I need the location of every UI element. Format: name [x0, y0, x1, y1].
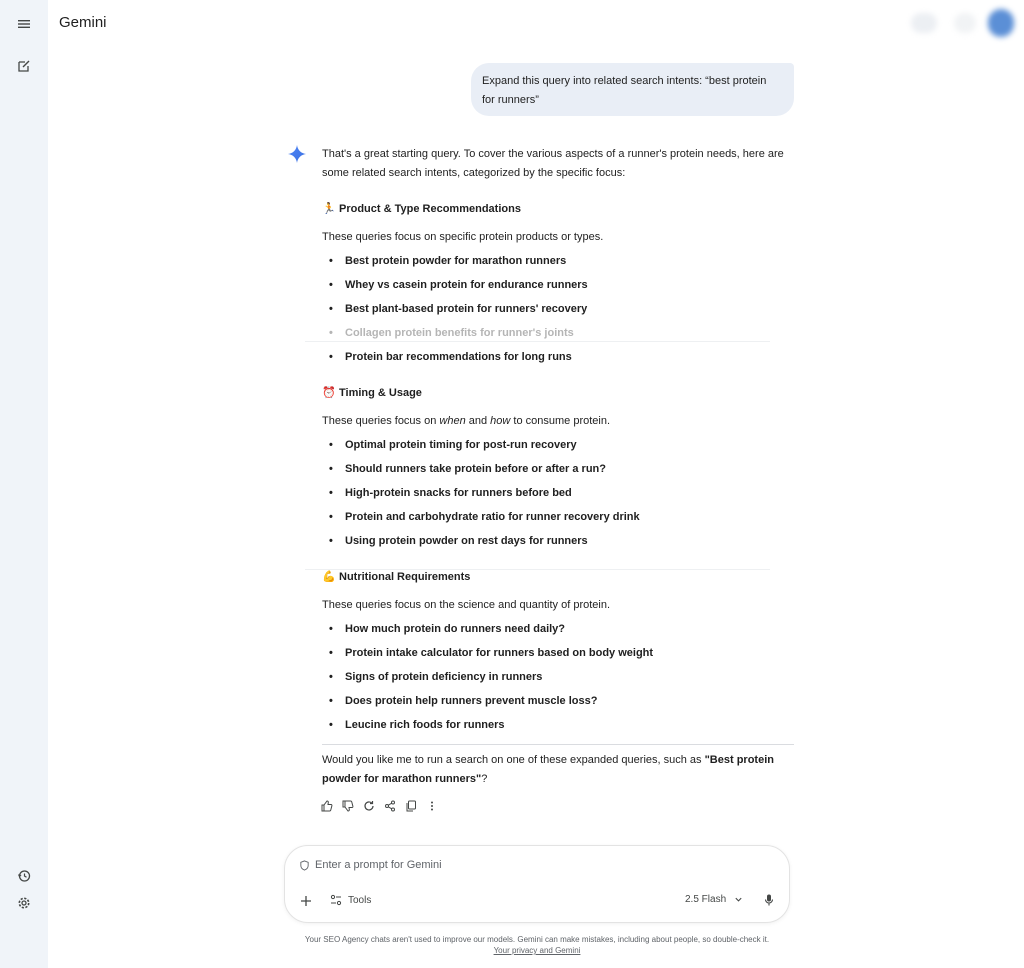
activity-history-icon[interactable]	[12, 864, 36, 888]
side-rail	[0, 0, 48, 968]
user-message-text: Expand this query into related search intents: “best protein for runners”	[482, 75, 767, 106]
add-attachment-button[interactable]	[299, 894, 313, 908]
prompt-box	[284, 845, 790, 923]
closing-question: Would you like me to run a search on one of these expanded queries, such as "Best protein powder for marathon runners"?	[322, 754, 774, 785]
section-description: These queries focus on the science and quantity of protein.	[322, 599, 611, 611]
list-item: • Protein intake calculator for runners based on body weight	[329, 647, 653, 659]
tools-icon	[330, 894, 342, 906]
list-item: • Should runners take protein before or after a run?	[329, 463, 606, 475]
alarm-clock-emoji-icon: ⏰	[322, 387, 336, 399]
list-item: • Optimal protein timing for post-run recovery	[329, 439, 577, 451]
section-description: These queries focus on when and how to consume protein.	[322, 415, 611, 427]
regenerate-icon[interactable]	[363, 800, 375, 812]
list-item: • Signs of protein deficiency in runners	[329, 671, 542, 683]
response-actions	[321, 800, 438, 812]
apps-icon[interactable]	[954, 13, 976, 33]
section-heading-nutrition	[322, 570, 470, 583]
plus-icon	[300, 895, 312, 907]
upgrade-button[interactable]	[911, 13, 937, 33]
footer-notice: Your SEO Agency chats aren't used to improve our models. Gemini can make mistakes, including about people, so double-check it.	[304, 935, 770, 944]
section-heading-timing	[322, 386, 422, 399]
privacy-link[interactable]: Your privacy and Gemini	[493, 946, 581, 955]
section-description: These queries focus on specific protein products or types.	[322, 231, 604, 243]
tools-label: Tools	[348, 894, 372, 906]
section-heading-text: Product & Type Recommendations	[339, 202, 521, 215]
list-item: • Leucine rich foods for runners	[329, 719, 505, 731]
prompt-placeholder: Enter a prompt for Gemini	[315, 859, 442, 871]
thumbs-down-icon[interactable]	[342, 800, 354, 812]
menu-icon[interactable]	[12, 12, 36, 36]
app-title[interactable]: Gemini	[59, 14, 107, 31]
list-item: • Whey vs casein protein for endurance runners	[329, 279, 588, 291]
list-item: • Collagen protein benefits for runner's joints	[329, 327, 574, 339]
list-item: • Best plant-based protein for runners' recovery	[329, 303, 587, 315]
more-options-icon[interactable]	[426, 800, 438, 812]
shield-icon	[299, 860, 310, 871]
list-item: • How much protein do runners need daily?	[329, 623, 565, 635]
gemini-sparkle-icon	[287, 144, 307, 164]
list-item: • Protein and carbohydrate ratio for runner recovery drink	[329, 511, 640, 523]
runner-emoji-icon: 🏃	[322, 203, 336, 215]
copy-icon[interactable]	[405, 800, 417, 812]
flexed-biceps-emoji-icon: 💪	[322, 571, 336, 583]
share-icon[interactable]	[384, 800, 396, 812]
new-chat-icon[interactable]	[12, 54, 36, 78]
footer-disclaimer	[284, 934, 790, 956]
chevron-down-icon	[734, 895, 743, 904]
thumbs-up-icon[interactable]	[321, 800, 333, 812]
section-heading-text: Nutritional Requirements	[339, 570, 471, 583]
response-intro	[322, 145, 794, 183]
section-heading-product	[322, 202, 521, 215]
avatar[interactable]	[988, 9, 1014, 37]
model-selector[interactable]	[685, 894, 743, 905]
list-item: • High-protein snacks for runners before bed	[329, 487, 572, 499]
list-item: • Best protein powder for marathon runners	[329, 255, 566, 267]
settings-gear-icon[interactable]	[12, 891, 36, 915]
divider	[305, 341, 770, 342]
microphone-icon[interactable]	[762, 893, 776, 907]
section-heading-text: Timing & Usage	[339, 386, 422, 399]
user-message-bubble	[471, 63, 794, 116]
tools-button[interactable]	[330, 894, 371, 906]
list-item: • Using protein powder on rest days for runners	[329, 535, 588, 547]
list-item: • Protein bar recommendations for long runs	[329, 351, 572, 363]
response-intro-text: That's a great starting query. To cover the various aspects of a runner's protein needs, here are some related search intents, categorized by the specific focus:	[322, 148, 784, 179]
model-label: 2.5 Flash	[685, 894, 727, 905]
list-item: • Does protein help runners prevent muscle loss?	[329, 695, 597, 707]
prompt-input[interactable]	[299, 859, 442, 871]
divider	[322, 744, 794, 745]
